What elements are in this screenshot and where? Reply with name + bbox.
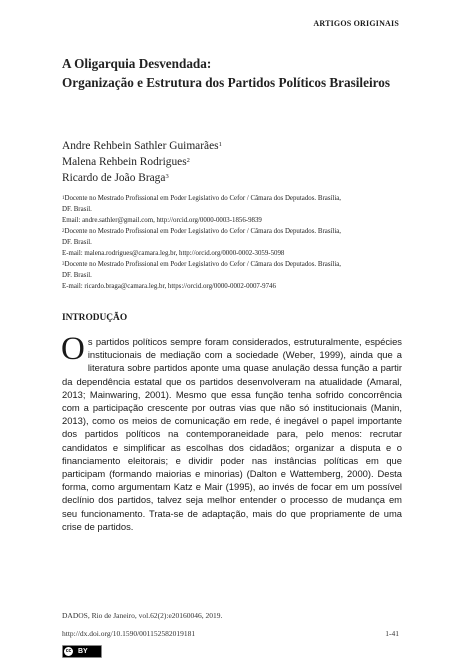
- affiliation-2-email[interactable]: E-mail: malena.rodrigues@camara.leg.br, http://orcid.org/0000-0002-3059-5098: [62, 250, 285, 257]
- license-text: BY: [78, 648, 88, 655]
- affiliation-3-email[interactable]: E-mail: ricardo.braga@camara.leg.br, https://orcid.org/0000-0002-0007-9746: [62, 283, 276, 290]
- affiliation-3-cont: DF. Brasil.: [62, 272, 92, 279]
- citation: DADOS, Rio de Janeiro, vol.62(2):e20160046, 2019.: [62, 611, 223, 620]
- title-line-1: A Oligarquia Desvendada:: [62, 56, 212, 71]
- author-list: [62, 138, 222, 186]
- drop-cap: O: [61, 331, 85, 367]
- section-heading: INTRODUÇÃO: [62, 313, 128, 323]
- title-line-2: Organização e Estrutura dos Partidos Políticos Brasileiros: [62, 75, 390, 90]
- cc-icon: cc: [65, 648, 72, 654]
- author-1: Andre Rehbein Sathler Guimarães$^1$: [62, 140, 222, 152]
- affiliation-1-cont: DF. Brasil.: [62, 206, 92, 213]
- article-title: [62, 54, 402, 92]
- author-3: Ricardo de João Braga$^3$: [62, 172, 169, 184]
- affiliation-2-cont: DF. Brasil.: [62, 239, 92, 246]
- author-2: Malena Rehbein Rodrigues$^2$: [62, 156, 190, 168]
- section-label: ARTIGOS ORIGINAIS: [313, 19, 399, 28]
- license-badge[interactable]: [62, 645, 102, 658]
- affiliations: [62, 193, 398, 292]
- doi-link[interactable]: http://dx.doi.org/10.1590/001152582019181: [62, 629, 196, 638]
- affiliation-1: $^1$Docente no Mestrado Profissional em Poder Legislativo do Cefor / Câmara dos Deputados. Brasília,: [62, 195, 342, 202]
- paragraph-text: s partidos políticos sempre foram considerados, estruturalmente, espécies institucionais de mediação com a sociedade (Weber, 1999), ainda que a literatura sobre partidos aponte uma quase anulação dessa função a partir da dependência estatal que os partidos desenvolveram na atualidade (Amaral, 2013; Mainwaring, 2001). Mesmo que essa função tenha sofrido concorrência com a participação crescente por outras vias que não só institucionais (Manin, 2013), como os meios de comunicação em rede, é inegável o papel importante dos partidos políticos na contemporaneidade para, pelo menos: recrutar candidatos e simplificar as escolhas dos cidadãos; organizar a disputa e o financiamento eleitorais; e dividir poder nas instâncias políticas em que participam (formando maiorias e minorias) (Dalton e Wattemberg, 2000). Desta forma, como argumentam Katz e Mair (1995), ao invés de focar em um possível declínio dos partidos, talvez seja melhor entender o processo de mudança em seu funcionamento. Trata-se de adaptação, mais do que propriamente de uma crise de partidos.: [62, 336, 402, 532]
- affiliation-1-email[interactable]: Email: andre.sathler@gmail.com, http://orcid.org/0000-0003-1856-9839: [62, 217, 262, 224]
- affiliation-3: $^3$Docente no Mestrado Profissional em Poder Legislativo do Cefor / Câmara dos Deputados. Brasília,: [62, 261, 342, 268]
- page-number: 1-41: [385, 629, 399, 638]
- affiliation-2: $^2$Docente no Mestrado Profissional em Poder Legislativo do Cefor / Câmara dos Deputados. Brasília,: [62, 228, 342, 235]
- body-paragraph: [61, 331, 402, 533]
